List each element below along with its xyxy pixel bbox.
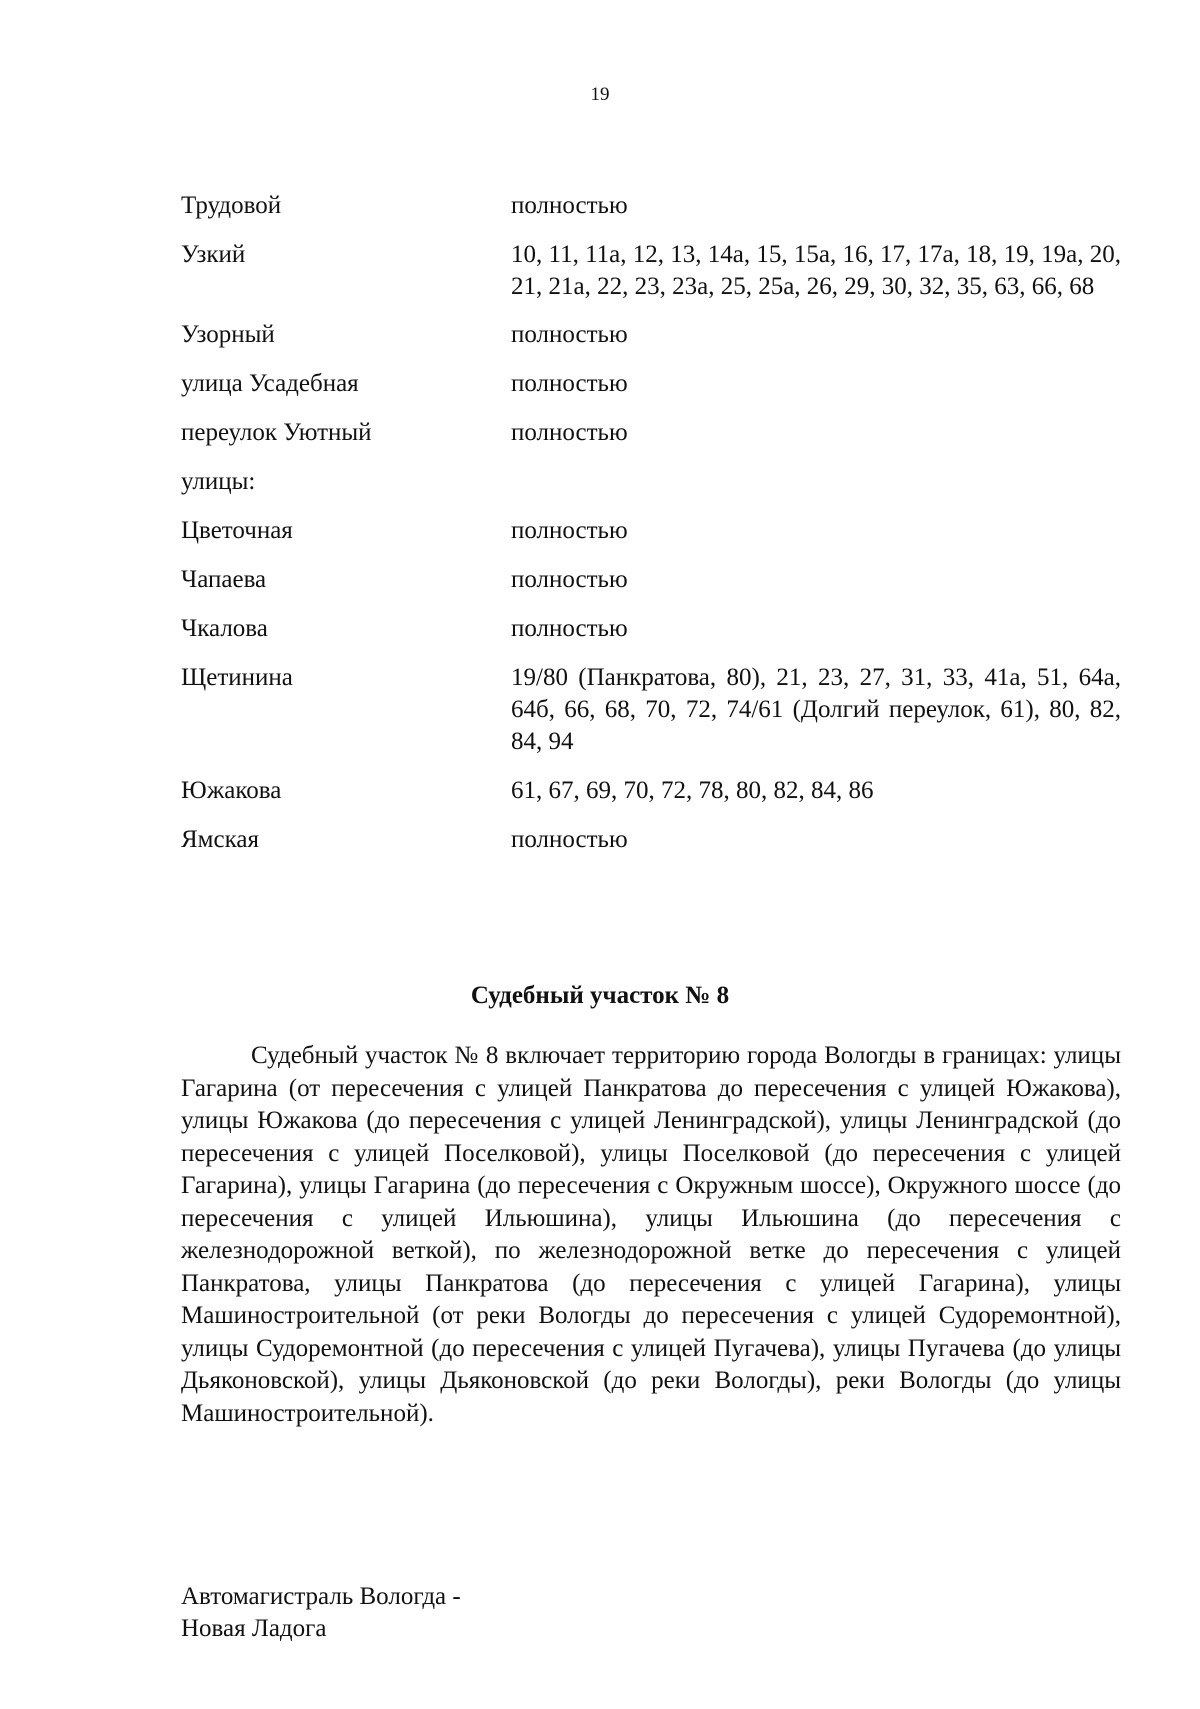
street-row (181, 239, 1121, 303)
house-numbers: полностью (511, 321, 628, 348)
street-row (181, 190, 1121, 222)
highway-line: Автомагистраль Вологда - (181, 1583, 461, 1610)
street-name: Узкий (181, 241, 246, 268)
house-numbers: полностью (511, 370, 628, 397)
street-row (181, 515, 1121, 547)
street-name: Узорный (181, 321, 275, 348)
street-name: улицы: (181, 468, 256, 495)
house-numbers: 10, 11, 11а, 12, 13, 14а, 15, 15а, 16, 17, 17а, 18, 19, 19а, 20, 21, 21а, 22, 23, 23а, 25, 25а, 26, 29, 30, 32, 35, 63, 66, 68 (511, 241, 1121, 300)
street-name: Ямская (181, 826, 259, 853)
street-row (181, 775, 1121, 807)
section-title: Судебный участок № 8 (470, 982, 730, 1009)
street-name: улица Усадебная (181, 370, 359, 397)
street-name: Трудовой (181, 192, 282, 219)
highway-entry (181, 1581, 581, 1645)
street-name: переулок Уютный (181, 419, 372, 446)
highway-line: Новая Ладога (181, 1615, 327, 1642)
street-row (181, 319, 1121, 351)
street-name: Южакова (181, 777, 282, 804)
house-numbers: полностью (511, 566, 628, 593)
house-numbers: 61, 67, 69, 70, 72, 78, 80, 82, 84, 86 (511, 777, 874, 804)
street-group-heading (181, 466, 1121, 498)
house-numbers: полностью (511, 826, 628, 853)
street-row (181, 662, 1121, 758)
house-numbers: 19/80 (Панкратова, 80), 21, 23, 27, 31, 33, 41а, 51, 64а, 64б, 66, 68, 70, 72, 74/61 (Долгий переулок, 61), 80, 82, 84, 94 (511, 664, 1121, 755)
street-row (181, 564, 1121, 596)
street-list (181, 190, 1121, 856)
street-name: Щетинина (181, 664, 293, 691)
street-name: Цветочная (181, 517, 293, 544)
page-number: 19 (590, 84, 610, 105)
house-numbers: полностью (511, 419, 628, 446)
house-numbers: полностью (511, 192, 628, 219)
street-row (181, 824, 1121, 856)
street-row (181, 368, 1121, 400)
section-paragraph: Судебный участок № 8 включает территорию города Вологды в границах: улицы Гагарина (от пересечения с улицей Панкратова до пересечения с улицей Южакова), улицы Южакова (до пересечения с улицей Ленинградской), улицы Ленинградской (до пересечения с улицей Поселковой), улицы Поселковой (до пересечения с улицей Гагарина), улицы Гагарина (до пересечения с Окружным шоссе), Окружного шоссе (до пересечения с улицей Ильюшина), улицы Ильюшина (до пересечения с железнодорожной веткой), по железнодорожной ветке до пересечения с улицей Панкратова, улицы Панкратова (до пересечения с улицей Гагарина), улицы Машиностроительной (от реки Вологды до пересечения с улицей Судоремонтной), улицы Судоремонтной (до пересечения с улицей Пугачева), улицы Пугачева (до улицы Дьяконовской), улицы Дьяконовской (до реки Вологды), реки Вологды (до улицы Машиностроительной). (181, 1042, 1121, 1427)
street-row (181, 613, 1121, 645)
house-numbers: полностью (511, 615, 628, 642)
street-name: Чапаева (181, 566, 267, 593)
house-numbers: полностью (511, 517, 628, 544)
street-name: Чкалова (181, 615, 268, 642)
street-row (181, 417, 1121, 449)
